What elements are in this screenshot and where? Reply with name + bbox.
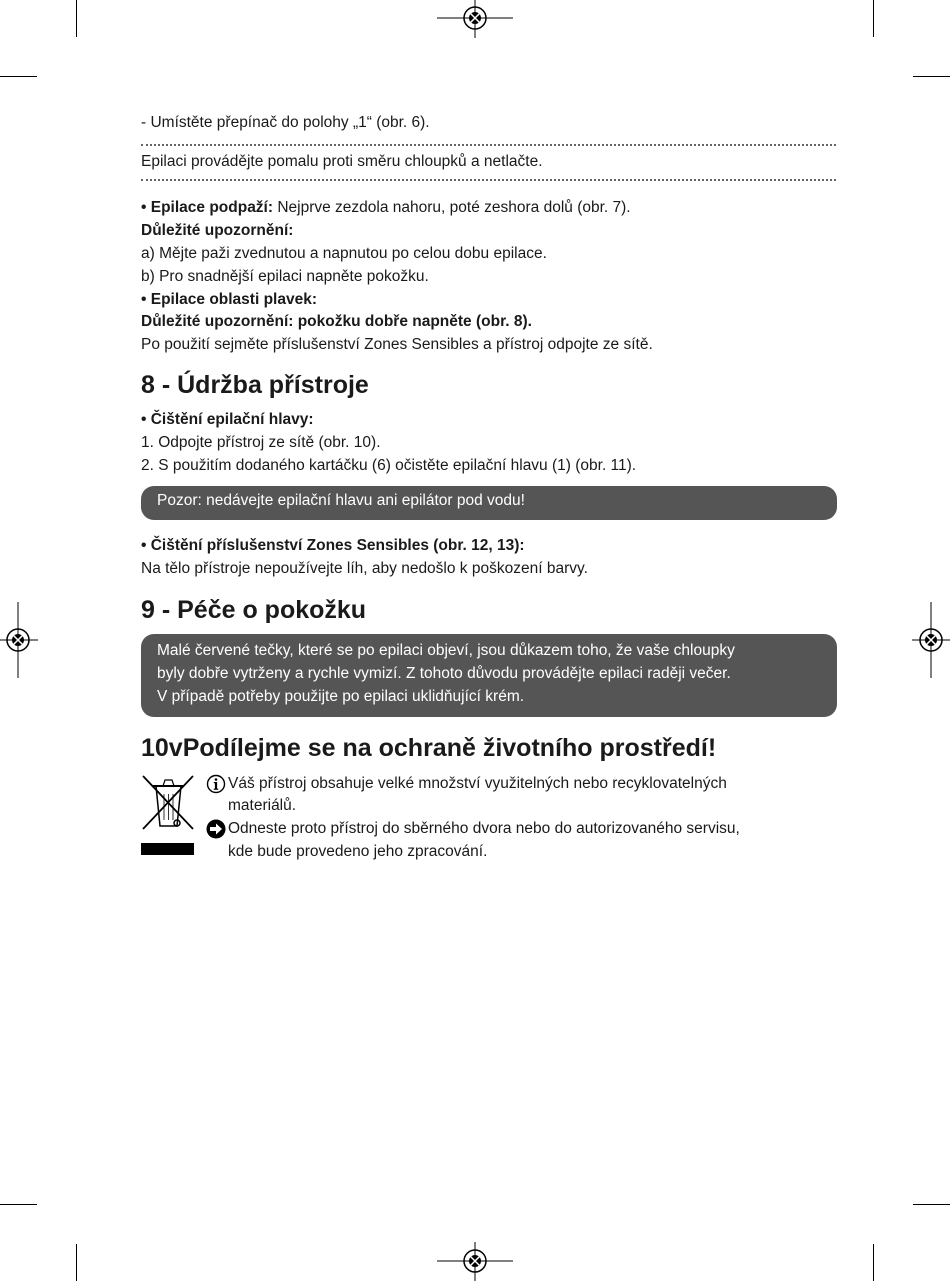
crossed-bin-icon xyxy=(141,774,196,834)
crop-mark xyxy=(76,1244,77,1281)
accessory-cleaning-heading: • Čištění příslušenství Zones Sensibles (obr. 12, 13): xyxy=(141,537,525,554)
warning-text: Pozor: nedávejte epilační hlavu ani epilátor pod vodu! xyxy=(157,492,525,509)
skin-care-line: Malé červené tečky, které se po epilaci objeví, jsou důkazem toho, že vaše chloupky xyxy=(157,642,735,659)
switch-instruction: - Umístěte přepínač do polohy „1“ (obr. 6). xyxy=(141,114,430,131)
info-icon xyxy=(206,774,226,794)
notice-item-b: b) Pro snadnější epilaci napněte pokožku. xyxy=(141,268,429,285)
bikini-heading: • Epilace oblasti plavek: xyxy=(141,291,317,308)
crossed-bin-bar xyxy=(141,843,194,855)
dotted-divider xyxy=(141,144,836,146)
bikini-notice: Důležité upozornění: pokožku dobře napněte (obr. 8). xyxy=(141,313,532,330)
epilation-tip: Epilaci provádějte pomalu proti směru chloupků a netlačte. xyxy=(141,153,543,170)
arrow-right-circle-icon xyxy=(206,819,226,839)
recycle-info-line: materiálů. xyxy=(228,797,297,814)
section-8-title: 8 - Údržba přístroje xyxy=(141,371,369,399)
crop-mark xyxy=(76,0,77,37)
cleaning-head-heading: • Čištění epilační hlavy: xyxy=(141,411,314,428)
dotted-divider xyxy=(141,179,836,181)
section-9-title: 9 - Péče o pokožku xyxy=(141,596,367,624)
notice-item-a: a) Mějte paži zvednutou a napnutou po celou dobu epilace. xyxy=(141,245,547,262)
armpit-text: Nejprve zezdola nahoru, poté zeshora dolů (obr. 7). xyxy=(273,199,631,216)
disposal-instruction-line: Odneste proto přístroj do sběrného dvora nebo do autorizovaného servisu, xyxy=(228,820,740,837)
skin-care-line: byly dobře vytrženy a rychle vymizí. Z tohoto důvodu provádějte epilaci raději večer. xyxy=(157,665,731,682)
recycle-info-line: Váš přístroj obsahuje velké množství využitelných nebo recyklovatelných xyxy=(228,775,727,792)
skin-care-line: V případě potřeby použijte po epilaci uklidňující krém. xyxy=(157,688,525,705)
registration-mark-icon xyxy=(0,602,38,678)
armpit-paragraph xyxy=(141,196,631,219)
crop-mark xyxy=(913,1204,950,1205)
crop-mark xyxy=(873,1244,874,1281)
registration-mark-icon xyxy=(437,1242,513,1281)
section-10-title: 10vPodílejme se na ochraně životního prostředí! xyxy=(141,734,717,762)
disposal-instruction-line: kde bude provedeno jeho zpracování. xyxy=(228,843,488,860)
crop-mark xyxy=(873,0,874,37)
accessory-cleaning-text: Na tělo přístroje nepoužívejte líh, aby nedošlo k poškození barvy. xyxy=(141,560,588,577)
registration-mark-icon xyxy=(912,602,950,678)
notice-heading: Důležité upozornění: xyxy=(141,222,294,239)
skin-care-box xyxy=(141,634,837,717)
registration-mark-icon xyxy=(437,0,513,38)
crop-mark xyxy=(913,76,950,77)
warning-box xyxy=(141,486,837,520)
crop-mark xyxy=(0,76,37,77)
after-use-text: Po použití sejměte příslušenství Zones Sensibles a přístroj odpojte ze sítě. xyxy=(141,336,653,353)
cleaning-step-1: 1. Odpojte přístroj ze sítě (obr. 10). xyxy=(141,434,381,451)
armpit-heading: • Epilace podpaží: xyxy=(141,199,274,216)
cleaning-step-2: 2. S použitím dodaného kartáčku (6) očistěte epilační hlavu (1) (obr. 11). xyxy=(141,457,637,474)
crop-mark xyxy=(0,1204,37,1205)
